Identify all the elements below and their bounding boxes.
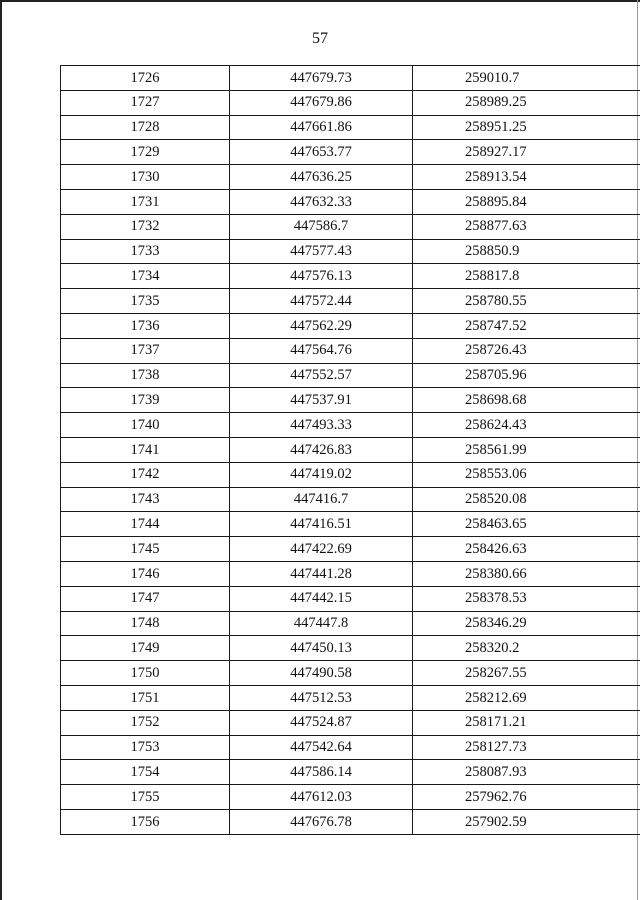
point-number-cell: 1738 <box>61 363 230 388</box>
table-row <box>61 661 640 686</box>
x-coordinate-cell: 447679.86 <box>230 90 413 115</box>
point-number-cell: 1728 <box>61 115 230 140</box>
point-number-cell: 1747 <box>61 586 230 611</box>
point-number-cell: 1746 <box>61 561 230 586</box>
table-row <box>61 338 640 363</box>
point-number-cell: 1754 <box>61 760 230 785</box>
x-coordinate-cell: 447586.14 <box>230 760 413 785</box>
y-coordinate-cell: 258087.93 <box>413 760 640 785</box>
x-coordinate-cell: 447636.25 <box>230 165 413 190</box>
x-coordinate-cell: 447490.58 <box>230 661 413 686</box>
y-coordinate-cell: 259010.7 <box>413 66 640 91</box>
table-row <box>61 214 640 239</box>
y-coordinate-cell: 258698.68 <box>413 388 640 413</box>
scan-edge-top <box>0 0 640 2</box>
table-row <box>61 685 640 710</box>
y-coordinate-cell: 258989.25 <box>413 90 640 115</box>
point-number-cell: 1744 <box>61 512 230 537</box>
x-coordinate-cell: 447576.13 <box>230 264 413 289</box>
x-coordinate-cell: 447416.7 <box>230 487 413 512</box>
x-coordinate-cell: 447562.29 <box>230 313 413 338</box>
x-coordinate-cell: 447441.28 <box>230 561 413 586</box>
point-number-cell: 1726 <box>61 66 230 91</box>
table-row <box>61 785 640 810</box>
x-coordinate-cell: 447450.13 <box>230 636 413 661</box>
point-number-cell: 1737 <box>61 338 230 363</box>
point-number-cell: 1736 <box>61 313 230 338</box>
table-row <box>61 388 640 413</box>
point-number-cell: 1731 <box>61 189 230 214</box>
table-row <box>61 586 640 611</box>
y-coordinate-cell: 257962.76 <box>413 785 640 810</box>
y-coordinate-cell: 258346.29 <box>413 611 640 636</box>
table-row <box>61 561 640 586</box>
table-row <box>61 636 640 661</box>
y-coordinate-cell: 258380.66 <box>413 561 640 586</box>
point-number-cell: 1740 <box>61 413 230 438</box>
y-coordinate-cell: 258927.17 <box>413 140 640 165</box>
coordinate-table <box>60 65 640 835</box>
coordinate-table-body <box>61 66 640 835</box>
x-coordinate-cell: 447426.83 <box>230 437 413 462</box>
point-number-cell: 1745 <box>61 537 230 562</box>
y-coordinate-cell: 258378.53 <box>413 586 640 611</box>
point-number-cell: 1741 <box>61 437 230 462</box>
table-row <box>61 90 640 115</box>
table-row <box>61 189 640 214</box>
y-coordinate-cell: 258171.21 <box>413 710 640 735</box>
x-coordinate-cell: 447537.91 <box>230 388 413 413</box>
x-coordinate-cell: 447524.87 <box>230 710 413 735</box>
table-row <box>61 413 640 438</box>
table-row <box>61 760 640 785</box>
point-number-cell: 1729 <box>61 140 230 165</box>
y-coordinate-cell: 258877.63 <box>413 214 640 239</box>
point-number-cell: 1751 <box>61 685 230 710</box>
point-number-cell: 1749 <box>61 636 230 661</box>
x-coordinate-cell: 447653.77 <box>230 140 413 165</box>
y-coordinate-cell: 258127.73 <box>413 735 640 760</box>
table-row <box>61 809 640 834</box>
y-coordinate-cell: 258913.54 <box>413 165 640 190</box>
y-coordinate-cell: 258951.25 <box>413 115 640 140</box>
point-number-cell: 1756 <box>61 809 230 834</box>
x-coordinate-cell: 447422.69 <box>230 537 413 562</box>
page-number: 57 <box>312 30 328 47</box>
x-coordinate-cell: 447577.43 <box>230 239 413 264</box>
table-row <box>61 611 640 636</box>
point-number-cell: 1750 <box>61 661 230 686</box>
point-number-cell: 1730 <box>61 165 230 190</box>
point-number-cell: 1735 <box>61 289 230 314</box>
table-row <box>61 710 640 735</box>
y-coordinate-cell: 258624.43 <box>413 413 640 438</box>
y-coordinate-cell: 258895.84 <box>413 189 640 214</box>
y-coordinate-cell: 258520.08 <box>413 487 640 512</box>
point-number-cell: 1743 <box>61 487 230 512</box>
point-number-cell: 1733 <box>61 239 230 264</box>
table-row <box>61 66 640 91</box>
table-row <box>61 487 640 512</box>
table-row <box>61 363 640 388</box>
y-coordinate-cell: 258553.06 <box>413 462 640 487</box>
table-row <box>61 437 640 462</box>
point-number-cell: 1734 <box>61 264 230 289</box>
y-coordinate-cell: 258780.55 <box>413 289 640 314</box>
point-number-cell: 1739 <box>61 388 230 413</box>
table-row <box>61 264 640 289</box>
x-coordinate-cell: 447493.33 <box>230 413 413 438</box>
scan-edge-left <box>0 0 2 900</box>
y-coordinate-cell: 258561.99 <box>413 437 640 462</box>
table-row <box>61 512 640 537</box>
y-coordinate-cell: 258850.9 <box>413 239 640 264</box>
x-coordinate-cell: 447552.57 <box>230 363 413 388</box>
table-row <box>61 165 640 190</box>
y-coordinate-cell: 258817.8 <box>413 264 640 289</box>
x-coordinate-cell: 447416.51 <box>230 512 413 537</box>
x-coordinate-cell: 447661.86 <box>230 115 413 140</box>
y-coordinate-cell: 258212.69 <box>413 685 640 710</box>
x-coordinate-cell: 447442.15 <box>230 586 413 611</box>
x-coordinate-cell: 447679.73 <box>230 66 413 91</box>
x-coordinate-cell: 447612.03 <box>230 785 413 810</box>
table-row <box>61 140 640 165</box>
point-number-cell: 1753 <box>61 735 230 760</box>
table-row <box>61 289 640 314</box>
point-number-cell: 1742 <box>61 462 230 487</box>
x-coordinate-cell: 447586.7 <box>230 214 413 239</box>
x-coordinate-cell: 447419.02 <box>230 462 413 487</box>
point-number-cell: 1755 <box>61 785 230 810</box>
point-number-cell: 1727 <box>61 90 230 115</box>
table-row <box>61 537 640 562</box>
table-row <box>61 462 640 487</box>
point-number-cell: 1732 <box>61 214 230 239</box>
x-coordinate-cell: 447512.53 <box>230 685 413 710</box>
y-coordinate-cell: 258463.65 <box>413 512 640 537</box>
x-coordinate-cell: 447632.33 <box>230 189 413 214</box>
point-number-cell: 1752 <box>61 710 230 735</box>
y-coordinate-cell: 258426.63 <box>413 537 640 562</box>
y-coordinate-cell: 258726.43 <box>413 338 640 363</box>
table-row <box>61 239 640 264</box>
y-coordinate-cell: 257902.59 <box>413 809 640 834</box>
x-coordinate-cell: 447542.64 <box>230 735 413 760</box>
point-number-cell: 1748 <box>61 611 230 636</box>
y-coordinate-cell: 258267.55 <box>413 661 640 686</box>
table-row <box>61 313 640 338</box>
x-coordinate-cell: 447572.44 <box>230 289 413 314</box>
x-coordinate-cell: 447564.76 <box>230 338 413 363</box>
table-row <box>61 115 640 140</box>
x-coordinate-cell: 447676.78 <box>230 809 413 834</box>
y-coordinate-cell: 258705.96 <box>413 363 640 388</box>
table-row <box>61 735 640 760</box>
x-coordinate-cell: 447447.8 <box>230 611 413 636</box>
y-coordinate-cell: 258320.2 <box>413 636 640 661</box>
y-coordinate-cell: 258747.52 <box>413 313 640 338</box>
